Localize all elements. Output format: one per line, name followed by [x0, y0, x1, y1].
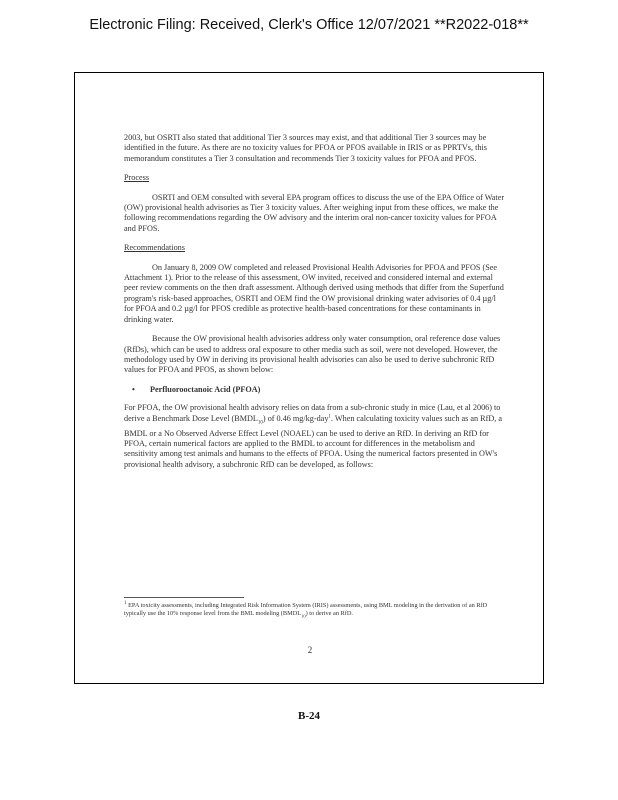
- exhibit-page-label: B-24: [298, 710, 320, 722]
- pfoa-bullet-label: Perfluorooctanoic Acid (PFOA): [150, 384, 261, 394]
- footnote: [124, 602, 506, 621]
- footnote-text-b: ) to derive an RfD.: [305, 610, 353, 618]
- process-heading: Process: [124, 173, 150, 183]
- pfoa-paragraph: [124, 403, 506, 470]
- process-paragraph: OSRTI and OEM consulted with several EPA program offices to discuss the use of the EPA Office of Water (OW) provisional health advisories as Tier 3 toxicity values. After weighing input from these offices, we make the following recommendations regarding the OW advisory and the interim oral non-cancer toxicity values for PFOA and PFOS.: [124, 192, 505, 233]
- electronic-filing-banner: Electronic Filing: Received, Clerk's Office 12/07/2021 **R2022-018**: [89, 17, 529, 33]
- footnote-number: 1: [124, 600, 127, 606]
- recommendations-paragraph-1: On January 8, 2009 OW completed and released Provisional Health Advisories for PFOA and PFOS (See Attachment 1). Prior to the release of this assessment, OW invited, received and considered internal and external peer review comments on the then draft assessment. Although derived using methods that differ from the Superfund program's risk-based approaches, OSRTI and OEM find the OW provisional drinking water advisories of 0.4 µg/l for PFOA and 0.2 µg/l for PFOS credible as protective health-based concentrations for these contaminants in drinking water.: [124, 262, 504, 324]
- recommendations-heading: Recommendations: [124, 243, 185, 253]
- page-number: 2: [307, 645, 313, 655]
- pfoa-bullet: [132, 385, 506, 395]
- recommendations-paragraph-2: Because the OW provisional health advisories address only water consumption, oral reference dose values (RfDs), which can be used to address oral exposure to other media such as soil, were not developed. However, the methodology used by OW in deriving its provisional health advisories can also be used to derive subchronic RfD values for PFOA and PFOS, as shown below:: [124, 334, 501, 375]
- footnote-divider: [124, 597, 244, 598]
- pfoa-text-a: For PFOA, the OW provisional health advisory relies on data from a sub-chronic study in mice (Lau, et al 2006) to derive a Benchmark Dose Level (BMDL: [124, 403, 501, 423]
- pfoa-text-c: . When calculating toxicity values such as an RfD, a BMDL or a No Observed Adverse Effect Level (NOAEL) can be used to derive an RfD. In deriving an RfD for PFOA, certain numerical factors are applied to the BMDL to account for differences in the metabolism and sensitivity among test animals and humans to the effects of PFOA. Using the numerical factors presented in OW's provisional health advisory, a subchronic RfD can be developed, as follows:: [124, 413, 502, 469]
- footnote-subscript: 10: [301, 613, 306, 619]
- bullet-icon: •: [132, 384, 135, 394]
- pfoa-text-b: ) of 0.46 mg/kg-day: [262, 413, 329, 423]
- page-body: [124, 133, 506, 479]
- footnote-text-a: EPA toxicity assessments, including Integrated Risk Information System (IRIS) assessments, using BML modeling in the derivation of an RfD typically use the 10% response level from the BML modeling (BMDL: [124, 602, 488, 618]
- scanned-page-frame: [74, 72, 544, 684]
- pfoa-footnote-mark: 1: [328, 413, 331, 419]
- intro-paragraph: 2003, but OSRTI also stated that additional Tier 3 sources may exist, and that additional Tier 3 sources may be identified in the future. As there are no toxicity values for PFOA or PFOS available in IRIS or as PPRTVs, this memorandum constitutes a Tier 3 consultation and recommends Tier 3 toxicity values for PFOA and PFOS.: [124, 133, 487, 163]
- pfoa-subscript: 10: [257, 420, 263, 426]
